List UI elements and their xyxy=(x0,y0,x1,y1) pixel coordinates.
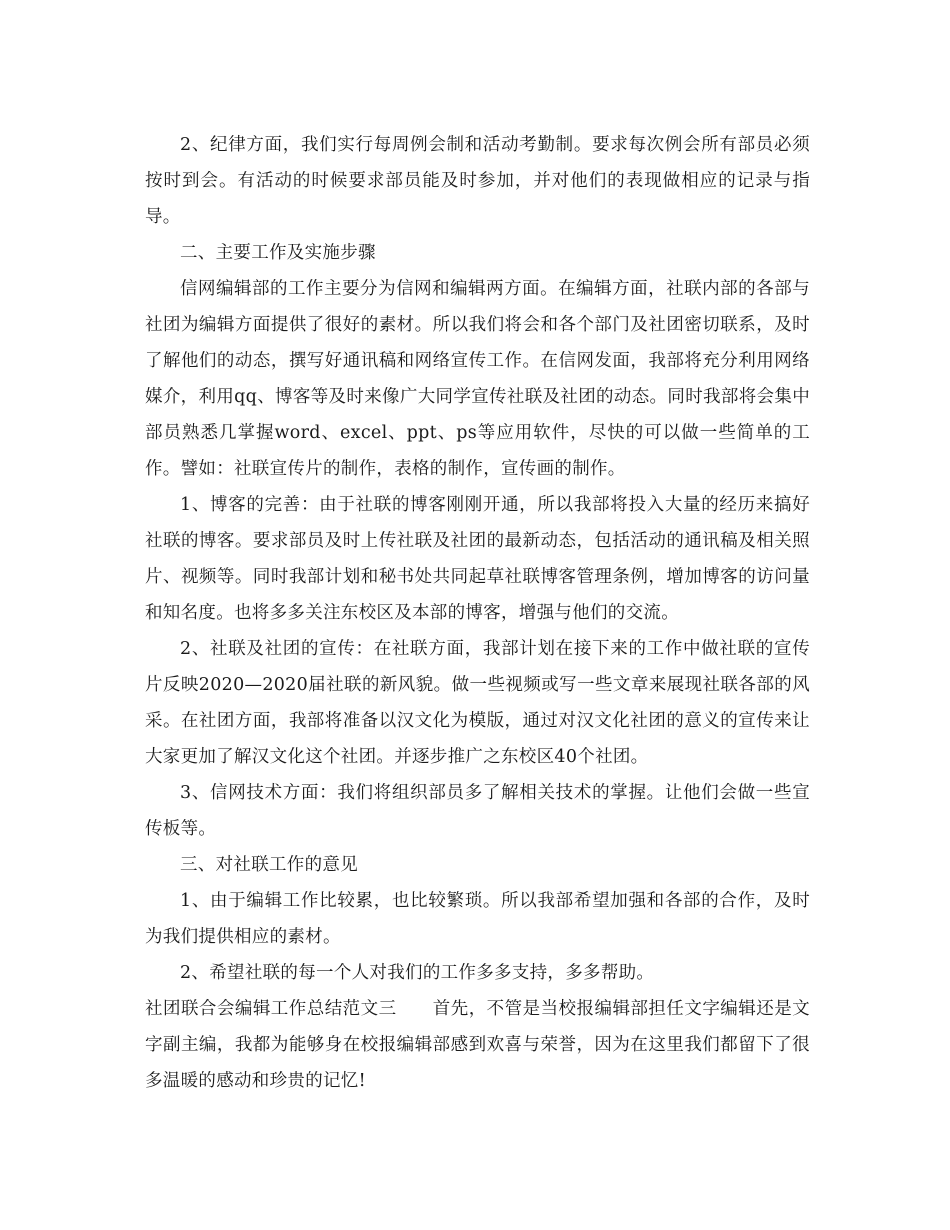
paragraph-work-overview: 信网编辑部的工作主要分为信网和编辑两方面。在编辑方面，社联内部的各部与社团为编辑方面提供了很好的素材。所以我们将会和各个部门及社团密切联系，及时了解他们的动态，撰写好通讯稿和网络宣传工作。在信网发面，我部将充分利用网络媒介，利用qq、博客等及时来像广大同学宣传社联及社团的动态。同时我部将会集中部员熟悉几掌握word、excel、ppt、ps等应用软件，尽快的可以做一些简单的工作。譬如：社联宣传片的制作，表格的制作，宣传画的制作。 xyxy=(145,279,810,479)
paragraph-opinion-1: 1、由于编辑工作比较累，也比较繁琐。所以我部希望加强和各部的合作，及时为我们提供相应的素材。 xyxy=(145,891,810,947)
paragraph-publicity: 2、社联及社团的宣传：在社联方面，我部计划在接下来的工作中做社联的宣传片反映2020—2020届社联的新风貌。做一些视频或写一些文章来展现社联各部的风采。在社团方面，我部将准备以汉文化为模版，通过对汉文化社团的意义的宣传来让大家更加了解汉文化这个社团。并逐步推广之东校区40个社团。 xyxy=(145,639,810,767)
paragraph-tech: 3、信网技术方面：我们将组织部员多了解相关技术的掌握。让他们会做一些宣传板等。 xyxy=(145,783,810,839)
closing-title: 社团联合会编辑工作总结范文三 xyxy=(145,999,397,1019)
closing-text: 首先，不管是当校报编辑部担任文字编辑还是文字副主编，我都为能够身在校报编辑部感到欢喜与荣誉，因为在这里我们都留下了很多温暖的感动和珍贵的记忆! xyxy=(145,999,810,1091)
paragraph-blog: 1、博客的完善：由于社联的博客刚刚开通，所以我部将投入大量的经历来搞好社联的博客。要求部员及时上传社联及社团的最新动态，包括活动的通讯稿及相关照片、视频等。同时我部计划和秘书处共同起草社联博客管理条例，增加博客的访问量和知名度。也将多多关注东校区及本部的博客，增强与他们的交流。 xyxy=(145,495,810,623)
paragraph-opinion-2: 2、希望社联的每一个人对我们的工作多多支持，多多帮助。 xyxy=(180,963,655,983)
document-body xyxy=(145,127,810,1099)
paragraph-closing xyxy=(145,991,810,1099)
paragraph-discipline: 2、纪律方面，我们实行每周例会制和活动考勤制。要求每次例会所有部员必须按时到会。有活动的时候要求部员能及时参加，并对他们的表现做相应的记录与指导。 xyxy=(145,135,810,227)
section-heading-main-work: 二、主要工作及实施步骤 xyxy=(180,243,376,263)
section-heading-opinions: 三、对社联工作的意见 xyxy=(180,855,358,875)
